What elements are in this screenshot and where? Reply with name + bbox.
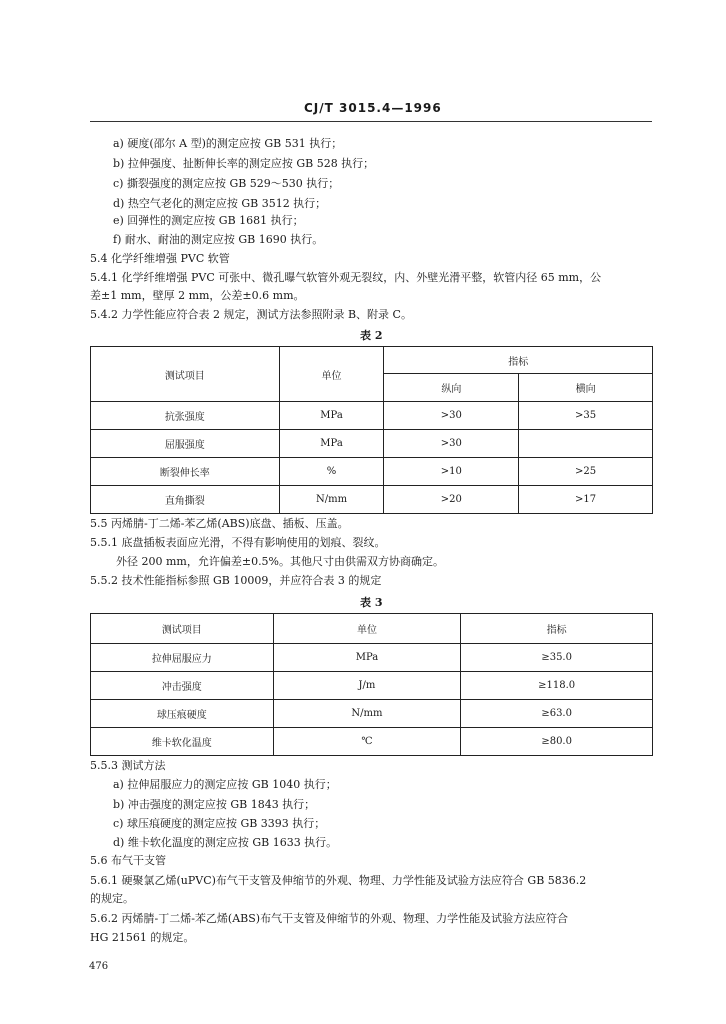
clause-5-5-1-cont: 外径 200 mm，允许偏差±0.5%。其他尺寸由供需双方协商确定。 xyxy=(116,555,445,568)
table-cell: J/m xyxy=(273,672,461,700)
table-2-header-item: 测试项目 xyxy=(91,347,280,402)
table-cell: 抗张强度 xyxy=(91,402,280,430)
table-cell: % xyxy=(279,458,384,486)
standard-code-header: CJ/T 3015.4—1996 xyxy=(304,101,442,115)
clause-5-5-3-title: 5.5.3 测试方法 xyxy=(90,759,166,772)
section-5-5-title: 5.5 丙烯腈-丁二烯-苯乙烯(ABS)底盘、插板、压盖。 xyxy=(90,517,349,530)
table-cell: 球压痕硬度 xyxy=(91,700,274,728)
table-cell: ≥80.0 xyxy=(461,728,653,756)
table-row xyxy=(91,644,653,672)
table-2-header-index: 指标 xyxy=(384,347,653,374)
table-row xyxy=(91,700,653,728)
table-cell: ≥118.0 xyxy=(461,672,653,700)
table-row xyxy=(91,402,653,430)
table-3-header-index: 指标 xyxy=(461,614,653,644)
table-cell: 屈服强度 xyxy=(91,430,280,458)
table-row xyxy=(91,672,653,700)
table-cell: >25 xyxy=(519,458,653,486)
list-item: d) 热空气老化的测定应按 GB 3512 执行； xyxy=(113,197,327,210)
list-item: a) 硬度(邵尔 A 型)的测定应按 GB 531 执行； xyxy=(113,137,343,150)
table-cell: >20 xyxy=(384,486,519,514)
list-item: c) 撕裂强度的测定应按 GB 529～530 执行； xyxy=(113,177,340,190)
table-3 xyxy=(90,613,653,756)
section-5-4-title: 5.4 化学纤维增强 PVC 软管 xyxy=(90,252,230,265)
clause-5-6-2: 5.6.2 丙烯腈-丁二烯-苯乙烯(ABS)布气干支管及伸缩节的外观、物理、力学性能及试验方法应符合 xyxy=(90,912,569,925)
table-cell: MPa xyxy=(279,430,384,458)
table-3-caption: 表 3 xyxy=(360,596,383,609)
list-item: b) 拉伸强度、扯断伸长率的测定应按 GB 528 执行； xyxy=(113,157,375,170)
clause-5-4-1-cont: 差±1 mm，壁厚 2 mm，公差±0.6 mm。 xyxy=(90,289,305,302)
table-cell: N/mm xyxy=(279,486,384,514)
table-cell: 拉伸屈服应力 xyxy=(91,644,274,672)
table-row xyxy=(91,728,653,756)
table-2 xyxy=(90,346,653,514)
clause-5-4-1: 5.4.1 化学纤维增强 PVC 可张中、微孔曝气软管外观无裂纹，内、外壁光滑平整，软管内径 65 mm，公 xyxy=(90,271,602,284)
table-cell: ℃ xyxy=(273,728,461,756)
header-rule xyxy=(90,121,652,122)
table-2-header-transverse: 横向 xyxy=(519,374,653,402)
table-2-header-unit: 单位 xyxy=(279,347,384,402)
table-cell: ≥35.0 xyxy=(461,644,653,672)
table-2-header-longitudinal: 纵向 xyxy=(384,374,519,402)
list-item: a) 拉伸屈服应力的测定应按 GB 1040 执行； xyxy=(113,778,337,791)
list-item: d) 维卡软化温度的测定应按 GB 1633 执行。 xyxy=(113,836,338,849)
list-item: e) 回弹性的测定应按 GB 1681 执行； xyxy=(113,214,304,227)
table-cell: MPa xyxy=(273,644,461,672)
clause-5-6-1-cont: 的规定。 xyxy=(90,892,134,905)
list-item: c) 球压痕硬度的测定应按 GB 3393 执行； xyxy=(113,817,326,830)
table-cell: N/mm xyxy=(273,700,461,728)
table-cell: ≥63.0 xyxy=(461,700,653,728)
table-cell: >35 xyxy=(519,402,653,430)
clause-5-6-1: 5.6.1 硬聚氯乙烯(uPVC)布气干支管及伸缩节的外观、物理、力学性能及试验方法应符合 GB 5836.2 xyxy=(90,874,587,887)
table-cell: >10 xyxy=(384,458,519,486)
table-cell: >30 xyxy=(384,430,519,458)
table-row xyxy=(91,458,653,486)
table-cell: 维卡软化温度 xyxy=(91,728,274,756)
list-item: f) 耐水、耐油的测定应按 GB 1690 执行。 xyxy=(113,233,324,246)
clause-5-4-2: 5.4.2 力学性能应符合表 2 规定，测试方法参照附录 B、附录 C。 xyxy=(90,308,412,321)
table-cell: 冲击强度 xyxy=(91,672,274,700)
table-cell: MPa xyxy=(279,402,384,430)
table-cell: 直角撕裂 xyxy=(91,486,280,514)
table-cell: >17 xyxy=(519,486,653,514)
table-row xyxy=(91,430,653,458)
clause-5-5-2: 5.5.2 技术性能指标参照 GB 10009，并应符合表 3 的规定 xyxy=(90,574,382,587)
table-3-header-item: 测试项目 xyxy=(91,614,274,644)
list-item: b) 冲击强度的测定应按 GB 1843 执行； xyxy=(113,798,316,811)
clause-5-6-2-cont: HG 21561 的规定。 xyxy=(90,931,195,944)
table-3-header-unit: 单位 xyxy=(273,614,461,644)
clause-5-5-1: 5.5.1 底盘插板表面应光滑，不得有影响使用的划痕、裂纹。 xyxy=(90,536,386,549)
table-2-caption: 表 2 xyxy=(360,329,383,342)
table-row xyxy=(91,486,653,514)
table-cell xyxy=(519,430,653,458)
table-cell: >30 xyxy=(384,402,519,430)
section-5-6-title: 5.6 布气干支管 xyxy=(90,854,166,867)
table-cell: 断裂伸长率 xyxy=(91,458,280,486)
page-number: 476 xyxy=(89,961,109,972)
